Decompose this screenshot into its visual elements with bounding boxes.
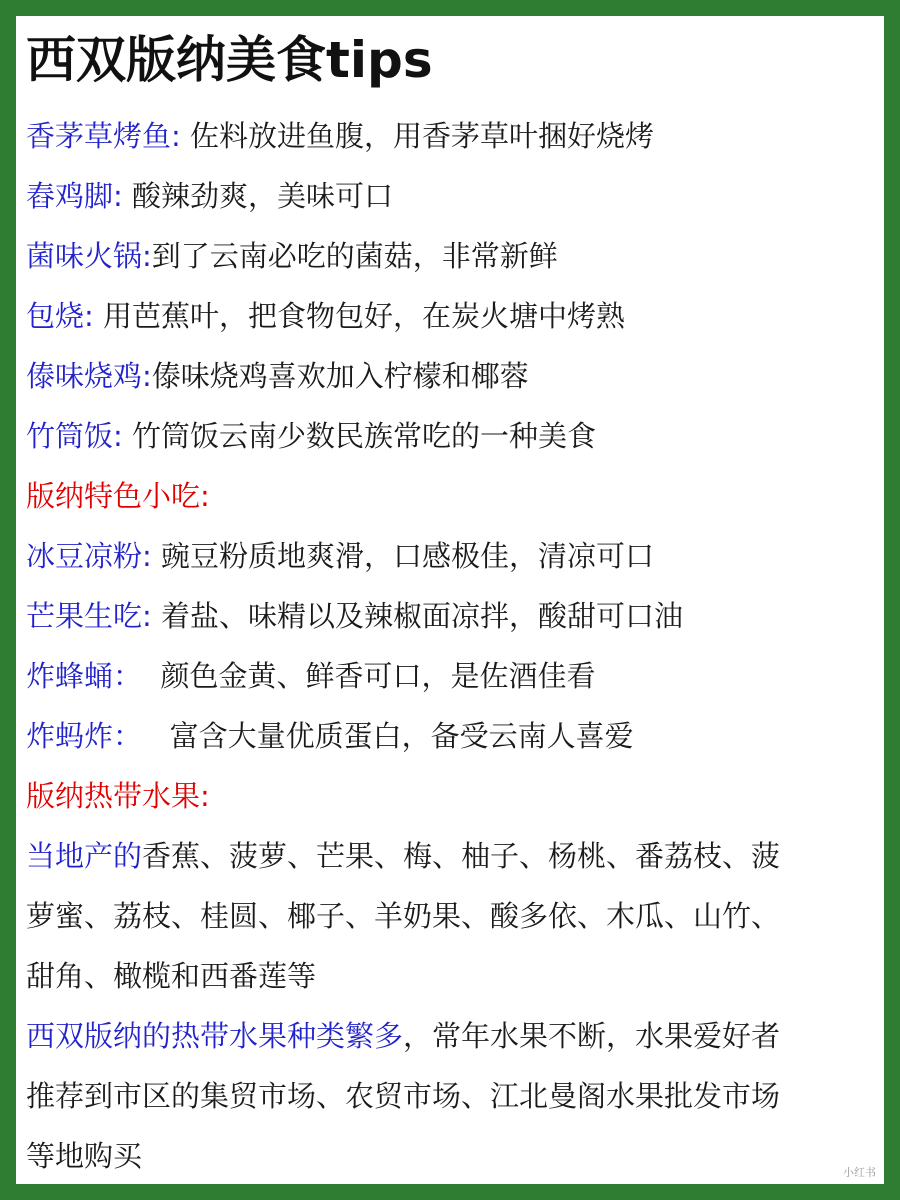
market-paragraph-line-1 [26,1016,780,1056]
section-heading-snacks: 版纳特色小吃: [26,479,210,513]
list-item [26,656,595,696]
section-heading-fruits: 版纳热带水果: [26,779,210,813]
list-item [26,356,529,396]
item-separator: : [113,419,133,453]
list-item [26,596,683,636]
item-label: 冰豆凉粉 [26,539,143,573]
list-item [26,116,654,156]
content-card [16,16,884,1184]
item-text: 竹筒饭云南少数民族常吃的一种美食 [132,419,597,453]
list-item [26,236,558,276]
fruits-lead: 当地产的 [26,839,143,873]
market-lead: 西双版纳的热带水果种类繁多 [26,1019,404,1053]
item-label: 炸蜂蛹 [26,659,114,693]
market-text: ，常年水果不断，水果爱好者 [403,1019,781,1053]
market-paragraph-line-3: 等地购买 [26,1139,143,1173]
fruits-paragraph-line-3: 甜角、橄榄和西番莲等 [26,959,317,993]
fruits-paragraph-line-2: 萝蜜、荔枝、桂圆、椰子、羊奶果、酸多依、木瓜、山竹、 [26,899,781,933]
item-text: 傣味烧鸡喜欢加入柠檬和椰蓉 [151,359,529,393]
item-separator: ： [113,719,170,753]
item-label: 竹筒饭 [26,419,114,453]
list-item [26,176,393,216]
item-text: 颜色金黄、鲜香可口，是佐酒佳看 [160,659,596,693]
item-label: 炸蚂炸 [26,719,114,753]
item-separator: : [84,299,104,333]
item-text: 酸辣劲爽，美味可口 [132,179,394,213]
page-title: 西双版纳美食tips [26,31,433,89]
item-text: 富含大量优质蛋白，备受云南人喜爱 [169,719,634,753]
list-item [26,296,625,336]
item-separator: : [142,539,162,573]
item-separator: : [113,179,133,213]
item-text: 佐料放进鱼腹，用香茅草叶捆好烧烤 [190,119,655,153]
item-label: 傣味烧鸡 [26,359,143,393]
item-text: 到了云南必吃的菌菇，非常新鲜 [151,239,558,273]
item-separator: : [142,239,152,273]
fruits-paragraph-line-1 [26,836,780,876]
item-separator: : [142,359,152,393]
item-label: 菌味火锅 [26,239,143,273]
item-separator: : [142,599,162,633]
list-item [26,536,654,576]
item-text: 豌豆粉质地爽滑，口感极佳，清凉可口 [161,539,655,573]
watermark: 小红书 [843,1166,876,1179]
item-separator: : [171,119,191,153]
market-paragraph-line-2: 推荐到市区的集贸市场、农贸市场、江北曼阁水果批发市场 [26,1079,781,1113]
item-label: 包烧 [26,299,85,333]
list-item [26,716,634,756]
item-label: 芒果生吃 [26,599,143,633]
list-item [26,416,596,456]
item-text: 着盐、味精以及辣椒面凉拌，酸甜可口油 [161,599,684,633]
item-text: 用芭蕉叶，把食物包好，在炭火塘中烤熟 [103,299,626,333]
item-separator: ： [113,659,161,693]
item-label: 舂鸡脚 [26,179,114,213]
item-label: 香茅草烤鱼 [26,119,172,153]
fruits-list-text: 香蕉、菠萝、芒果、梅、柚子、杨桃、番荔枝、菠 [142,839,781,873]
